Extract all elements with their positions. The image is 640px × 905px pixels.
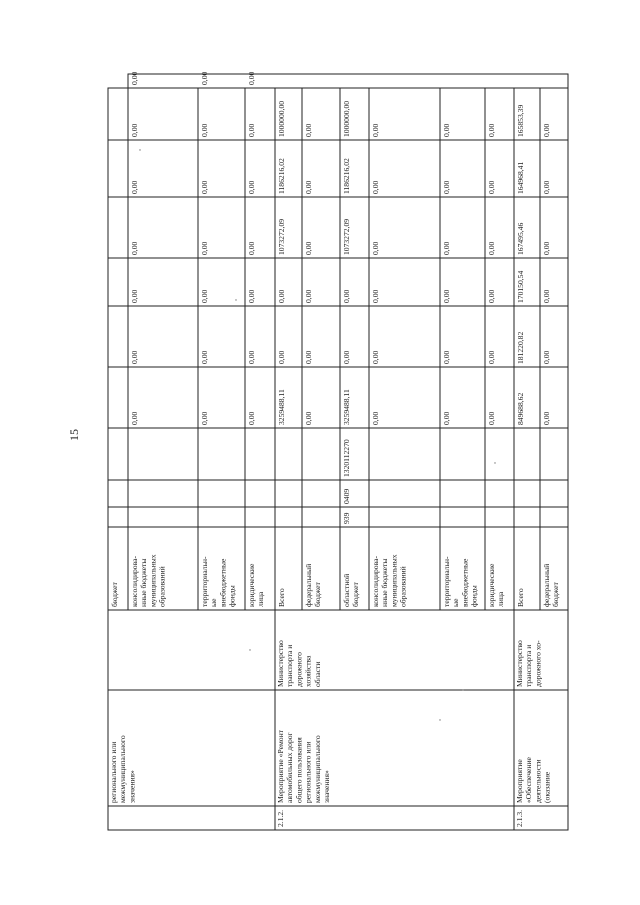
funding-source-line: внебюджетные	[218, 558, 228, 607]
amount-v5: 165853,39	[516, 104, 525, 137]
measure-name-line: (оказание	[542, 771, 552, 803]
funding-source	[200, 556, 237, 607]
executor-name-line: хозяйства	[303, 655, 313, 687]
funding-source-line: муниципальных	[148, 554, 158, 607]
amount-v5: 0,00	[200, 123, 209, 137]
measure-name	[515, 756, 552, 803]
measure-name	[109, 735, 136, 803]
measure-name-line: межмуниципального	[118, 735, 128, 803]
amount-v5: 1000000,00	[342, 100, 351, 137]
funding-source	[442, 556, 479, 607]
amount-total: 0,00	[542, 411, 551, 425]
amount-v3: 1073272,09	[342, 218, 351, 255]
amount-total: 849688,62	[516, 392, 525, 425]
scan-speck	[139, 149, 140, 150]
funding-source-line: бюджет	[551, 582, 561, 607]
amount-v3: 0,00	[247, 241, 256, 255]
scan-speck	[235, 299, 236, 300]
measure-name-line: значения»	[322, 770, 331, 803]
amount-v2: 170150,54	[516, 270, 525, 303]
amount-v1: 0,00	[487, 350, 496, 364]
funding-source-line: фонды	[469, 585, 479, 607]
amount-v3: 167495,46	[516, 222, 525, 255]
amount-v4: 0,00	[542, 180, 551, 194]
scan-speck	[439, 719, 440, 720]
funding-source-line: территориальн-	[200, 556, 209, 607]
amount-v3: 0,00	[371, 241, 380, 255]
amount-v5: 0,00	[247, 123, 256, 137]
executor-name-line: транспорта и	[285, 644, 295, 687]
funding-source	[371, 554, 408, 607]
funding-source-line: областной	[342, 573, 351, 607]
amount-total: 0,00	[371, 411, 380, 425]
funding-source-line: нные бюджеты	[139, 558, 149, 607]
amount-v1: 0,00	[304, 350, 313, 364]
measure-name-line: значения»	[127, 770, 137, 803]
funding-source-line: ые	[451, 598, 461, 607]
amount-v6: 0,00	[247, 71, 256, 85]
amount-v5: 0,00	[304, 123, 313, 137]
extra-column-border	[128, 71, 568, 88]
amount-v6: 0,00	[130, 71, 139, 85]
amount-grbs: 939	[342, 512, 351, 524]
amount-v2: 0,00	[277, 289, 286, 303]
amount-v3: 1073272,09	[277, 218, 286, 255]
measure-name-line: «Обеспечение	[524, 757, 534, 803]
amount-v5: 0,00	[487, 123, 496, 137]
measure-name-line: регионального или	[109, 741, 118, 803]
measure-name-line: деятельности	[533, 759, 543, 803]
amount-total: 0,00	[487, 411, 496, 425]
amount-v4: 0,00	[371, 180, 380, 194]
amount-v1: 0,00	[371, 350, 380, 364]
amount-v2: 0,00	[247, 289, 256, 303]
amount-total: 0,00	[247, 411, 256, 425]
amount-v2: 0,00	[304, 289, 313, 303]
amount-v1: 0,00	[542, 350, 551, 364]
amount-v5: 1000000,00	[277, 100, 286, 137]
amount-v3: 0,00	[442, 241, 451, 255]
funding-source-line: Всего	[516, 588, 525, 607]
amount-v2: 0,00	[342, 289, 351, 303]
executor-name	[515, 640, 542, 687]
row-number-line: 2.1.2.	[276, 809, 285, 827]
funding-source-line: территориальн-	[442, 556, 451, 607]
measure-name-line: межмуниципального	[312, 735, 322, 803]
table-grid	[108, 71, 568, 830]
funding-source-line: лица	[496, 591, 506, 607]
funding-source-line: консолидирова-	[130, 556, 139, 607]
amount-v2: 0,00	[200, 289, 209, 303]
amount-v6: 0,00	[200, 71, 209, 85]
measure-name	[276, 729, 331, 803]
table-border	[108, 88, 568, 830]
funding-source-line: юридические	[487, 563, 496, 607]
amount-v2: 0,00	[371, 289, 380, 303]
amount-v3: 0,00	[130, 241, 139, 255]
amount-v4: 0,00	[442, 180, 451, 194]
amount-v3: 0,00	[304, 241, 313, 255]
amount-v1: 0,00	[342, 350, 351, 364]
funding-source-line: внебюджетные	[460, 558, 470, 607]
executor-name-line: дорожного	[294, 652, 304, 687]
row-number	[515, 810, 524, 827]
scan-speck	[494, 462, 495, 463]
measure-name-line: регионального или	[303, 741, 313, 803]
funding-source-line: ые	[209, 598, 219, 607]
executor-name-line: Министерство	[515, 640, 524, 687]
amount-v3: 0,00	[487, 241, 496, 255]
measure-name-line: общего пользования	[294, 737, 304, 803]
amount-v1: 0,00	[247, 350, 256, 364]
executor-name-line: Министерство	[276, 640, 285, 687]
funding-source-line: бюджет	[313, 582, 323, 607]
amount-v4: 1186216,02	[277, 158, 286, 194]
amount-v1: 0,00	[130, 350, 139, 364]
funding-source-line: нные бюджеты	[380, 558, 390, 607]
amount-v1: 0,00	[200, 350, 209, 364]
amount-rz: 0409	[342, 488, 351, 504]
executor-name-line: дорожного хо-	[533, 640, 543, 687]
amount-v4: 0,00	[304, 180, 313, 194]
amount-v1: 0,00	[277, 350, 286, 364]
funding-source-line: бюджет	[351, 582, 361, 607]
scan-speck	[249, 649, 250, 650]
funding-source-line: Всего	[277, 588, 286, 607]
funding-source-line: образований	[398, 566, 408, 607]
funding-source-line: юридические	[247, 563, 256, 607]
funding-source	[516, 588, 525, 607]
amount-v2: 0,00	[487, 289, 496, 303]
amount-v5: 0,00	[130, 123, 139, 137]
funding-source-line: федеральный	[542, 563, 551, 607]
amount-v4: 0,00	[487, 180, 496, 194]
funding-source-line: федеральный	[304, 563, 313, 607]
amount-v4: 164968,41	[516, 161, 525, 194]
row-number-line: 2.1.3.	[515, 809, 524, 827]
amount-v2: 0,00	[542, 289, 551, 303]
funding-source	[277, 588, 286, 607]
amount-v1: 0,00	[442, 350, 451, 364]
funding-source-line: консолидирова-	[371, 556, 380, 607]
amount-total: 3259488,11	[277, 389, 286, 425]
amount-v5: 0,00	[371, 123, 380, 137]
amount-csr: 1320112270	[342, 439, 351, 477]
measure-name-line: автомобильных дорог	[285, 732, 295, 803]
funding-source	[487, 563, 505, 607]
funding-source	[110, 581, 119, 607]
amount-total: 0,00	[130, 411, 139, 425]
amount-v2: 0,00	[130, 289, 139, 303]
amount-v5: 0,00	[442, 123, 451, 137]
amount-v2: 0,00	[442, 289, 451, 303]
funding-source	[247, 563, 265, 607]
funding-source-line: муниципальных	[389, 554, 399, 607]
funding-source-line: образований	[157, 566, 167, 607]
amount-total: 0,00	[442, 411, 451, 425]
amount-v4: 1186216,02	[342, 158, 351, 194]
amount-v1: 181220,82	[516, 331, 525, 364]
amount-total: 3259488,11	[342, 389, 351, 425]
funding-source-line: фонды	[227, 585, 237, 607]
amount-v4: 0,00	[247, 180, 256, 194]
funding-source	[542, 564, 560, 607]
funding-source	[342, 574, 360, 607]
amount-v4: 0,00	[200, 180, 209, 194]
amount-v5: 0,00	[542, 123, 551, 137]
scan-speck	[462, 689, 463, 690]
funding-source-line: лица	[256, 591, 266, 607]
executor-name-line: транспорта и	[524, 644, 534, 687]
amount-total: 0,00	[304, 411, 313, 425]
amount-total: 0,00	[200, 411, 209, 425]
amount-v4: 0,00	[130, 180, 139, 194]
funding-source	[130, 554, 167, 607]
funding-source	[304, 564, 322, 607]
executor-name	[276, 640, 322, 687]
executor-name-line: области	[312, 661, 322, 687]
row-number	[276, 810, 285, 827]
amount-v3: 0,00	[542, 241, 551, 255]
measure-name-line: Мероприятие «Ремонт	[276, 730, 285, 803]
measure-name-line: Мероприятие	[515, 759, 524, 803]
amount-v3: 0,00	[200, 241, 209, 255]
page-number: 15	[67, 429, 81, 441]
funding-source-line: бюджет	[110, 582, 119, 607]
